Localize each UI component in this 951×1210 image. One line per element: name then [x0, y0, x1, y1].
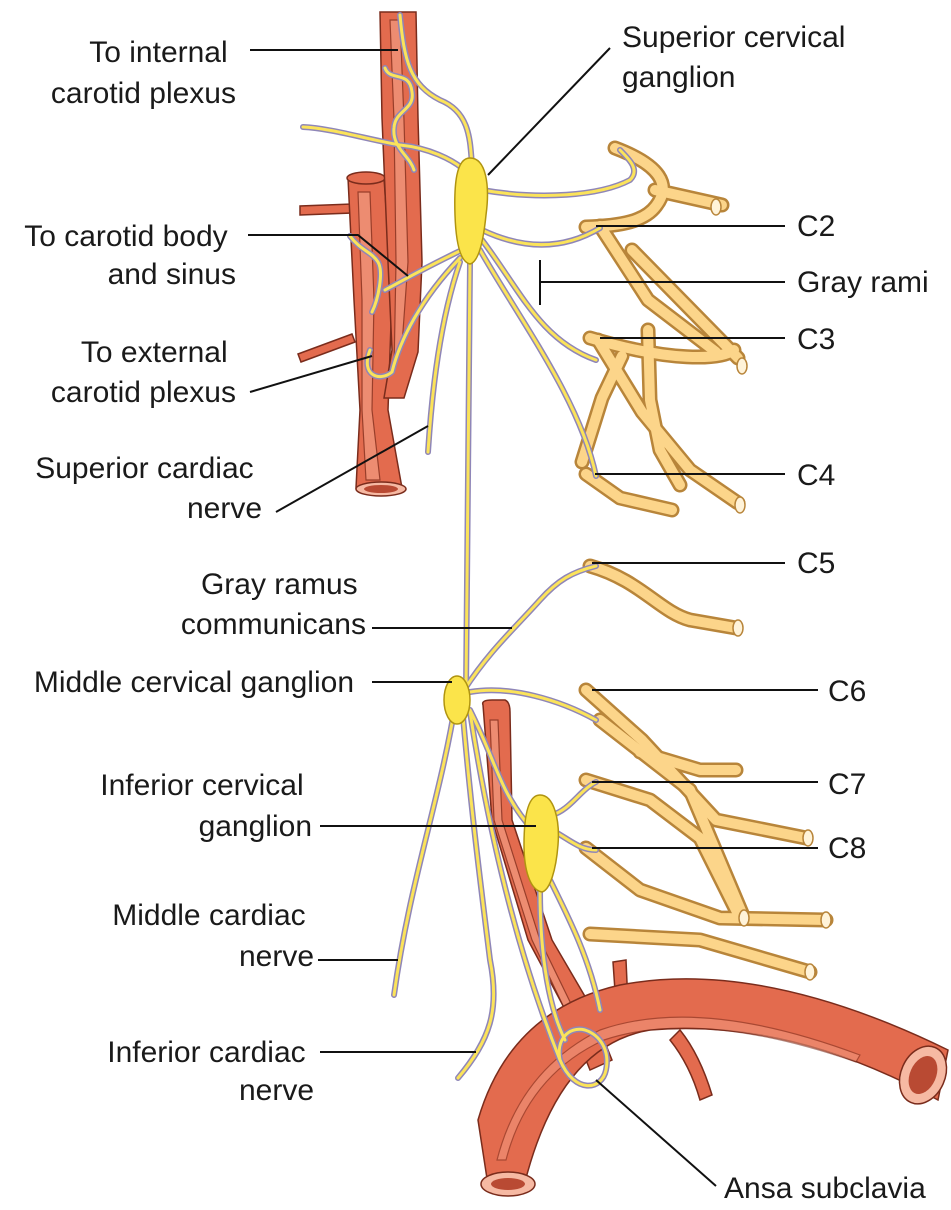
inferior-cervical-ganglion [524, 795, 558, 892]
label-c4: C4 [797, 459, 836, 492]
label-to-external-carotid-plexus: To external carotid plexus [50, 336, 236, 409]
label-to-internal-carotid-plexus: To internal carotid plexus [50, 36, 236, 110]
label-superior-cardiac-nerve: Superior cardiac nerve [35, 452, 262, 525]
label-c5: C5 [797, 547, 836, 580]
label-ansa-subclavia: Ansa subclavia [724, 1172, 926, 1205]
label-middle-cervical-ganglion: Middle cervical ganglion [33, 666, 354, 699]
label-c6: C6 [828, 675, 867, 708]
label-gray-rami: Gray rami [797, 266, 929, 299]
carotid-arteries [298, 12, 422, 496]
middle-cervical-ganglion [444, 676, 470, 724]
label-inferior-cervical-ganglion: Inferior cervical ganglion [100, 769, 312, 843]
label-middle-cardiac-nerve: Middle cardiac nerve [112, 899, 314, 973]
label-inferior-cardiac-nerve: Inferior cardiac nerve [107, 1036, 314, 1107]
superior-cervical-ganglion [455, 158, 488, 264]
label-c7: C7 [828, 768, 867, 801]
label-superior-cervical-ganglion: Superior cervical ganglion [622, 21, 846, 94]
label-c2: C2 [797, 210, 836, 243]
label-to-carotid-body-and-sinus: To carotid body and sinus [24, 220, 236, 291]
label-c8: C8 [828, 832, 867, 865]
label-c3: C3 [797, 323, 836, 356]
label-gray-ramus-communicans: Gray ramus communicans [180, 568, 366, 641]
